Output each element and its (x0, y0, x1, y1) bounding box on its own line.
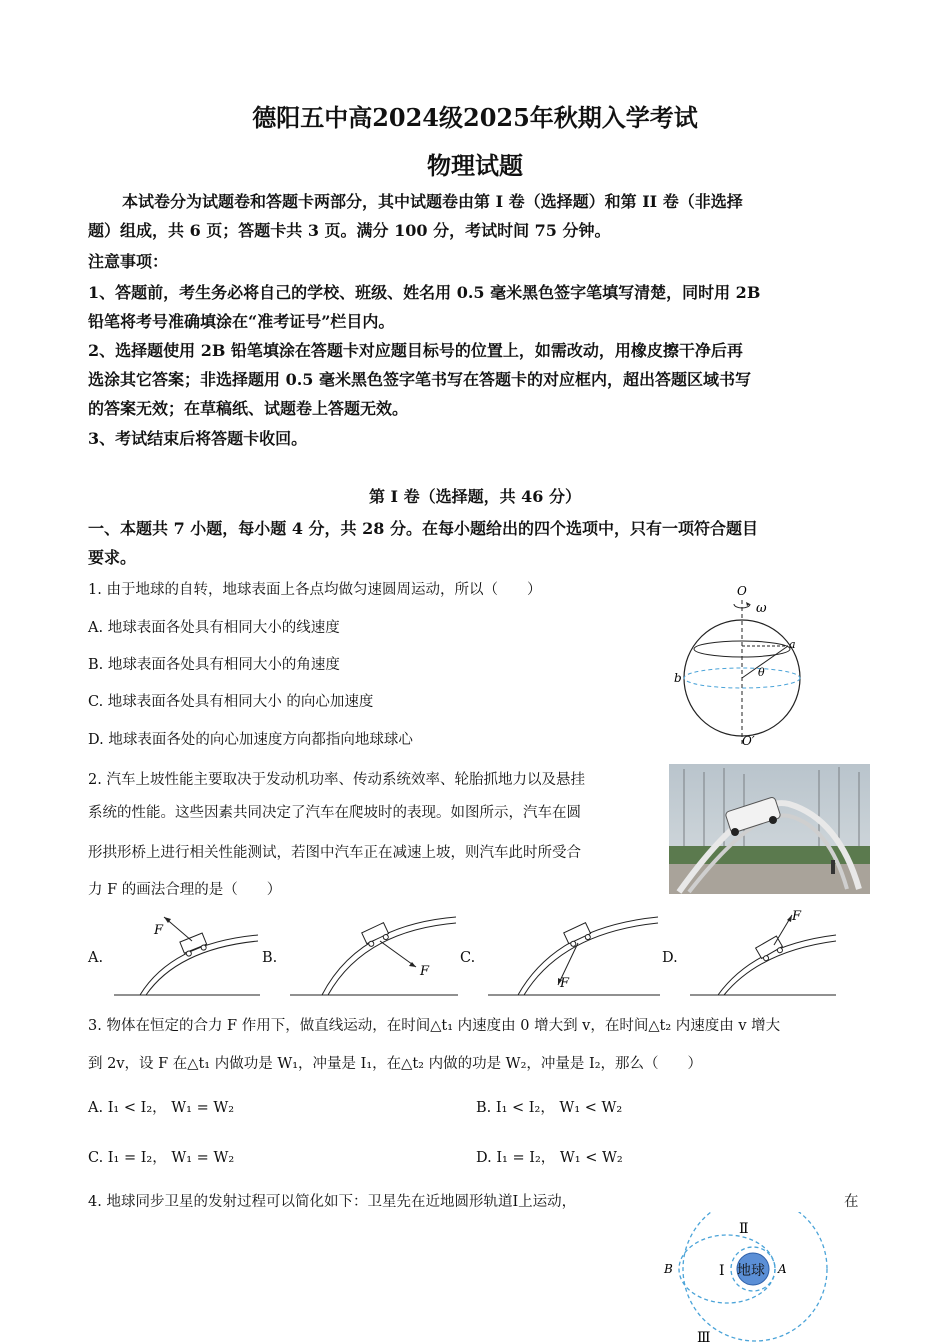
intro-line-1: 本试卷分为试题卷和答题卡两部分，其中试题卷由第 I 卷（选择题）和第 II 卷（非选择 (122, 192, 743, 211)
q1-option-b: B. 地球表面各处具有相同大小的角速度 (88, 657, 340, 673)
q1-sphere-figure (670, 580, 820, 755)
q3-option-b: B. I₁ < I₂， W₁ < W₂ (476, 1100, 623, 1116)
notes-line-1: 1、答题前，考生务必将自己的学校、班级、姓名用 0.5 毫米黑色签字笔填写清楚，同时用 2B (88, 283, 761, 302)
exam-subtitle: 物理试题 (427, 151, 523, 180)
q1-option-d: D. 地球表面各处的向心加速度方向都指向地球球心 (88, 732, 413, 748)
notes-line-6: 3、考试结束后将答题卡收回。 (88, 429, 308, 448)
q2-option-d-label: D. (662, 950, 678, 966)
q4-orbit-3-label: Ⅲ (697, 1330, 711, 1344)
q4-point-b-label: B (664, 1262, 673, 1276)
q2-b-force-label: F (420, 964, 430, 979)
q1-stem: 1. 由于地球的自转，地球表面上各点均做匀速圆周运动，所以（ ） (88, 582, 542, 598)
exam-title: 德阳五中高2024级2025年秋期入学考试 (252, 103, 698, 132)
q2-a-force-label: F (154, 923, 164, 938)
notes-heading: 注意事项： (88, 252, 169, 271)
q4-orbit-figure (655, 1212, 840, 1344)
q3-option-c: C. I₁ = I₂， W₁ = W₂ (88, 1150, 235, 1166)
section-title: 第 I 卷（选择题，共 46 分） (368, 487, 582, 506)
q1-label-b: b (674, 671, 682, 685)
notes-line-3: 2、选择题使用 2B 铅笔填涂在答题卡对应题目标号的位置上，如需改动，用橡皮擦干净后再 (88, 341, 743, 360)
intro-line-2: 题）组成，共 6 页；答题卡共 3 页。满分 100 分，考试时间 75 分钟。 (88, 221, 611, 240)
q1-label-o-prime: O′ (742, 734, 755, 748)
notes-line-2: 铅笔将考号准确填涂在“准考证号”栏目内。 (88, 312, 395, 331)
q2-option-b-figure (288, 905, 460, 1000)
q3-line-1: 3. 物体在恒定的合力 F 作用下，做直线运动，在时间△t₁ 内速度由 0 增大到 v，在时间△t₂ 内速度由 v 增大 (88, 1018, 781, 1034)
q1-label-a: a (789, 638, 796, 651)
q2-option-c-label: C. (460, 950, 476, 966)
q1-label-omega: ω (756, 601, 767, 616)
q2-option-a-figure (112, 905, 262, 1000)
q1-option-c: C. 地球表面各处具有相同大小 的向心加速度 (88, 694, 374, 710)
q4-earth-label: 地球 (737, 1263, 765, 1279)
q2-option-a-label: A. (88, 950, 104, 966)
q2-c-force-label: F (560, 976, 570, 991)
q2-option-d-figure (688, 905, 838, 1000)
q1-option-a: A. 地球表面各处具有相同大小的线速度 (88, 620, 340, 636)
q1-label-o: O (737, 584, 747, 598)
q3-line-2: 到 2v，设 F 在△t₁ 内做功是 W₁，冲量是 I₁，在△t₂ 内做的功是 W₂，冲量是 I₂，那么（ ） (88, 1056, 703, 1072)
q4-point-a-label: A (778, 1262, 787, 1276)
q2-line-1: 2. 汽车上坡性能主要取决于发动机功率、传动系统效率、轮胎抓地力以及悬挂 (88, 772, 585, 788)
notes-line-5: 的答案无效；在草稿纸、试题卷上答题无效。 (88, 399, 409, 418)
q4-orbit-1-label: Ⅰ (719, 1263, 725, 1279)
q2-option-c-figure (486, 905, 662, 1000)
q2-line-4: 力 F 的画法合理的是（ ） (88, 882, 282, 898)
q4-stem: 4. 地球同步卫星的发射过程可以简化如下：卫星先在近地圆形轨道Ⅰ上运动， (88, 1194, 577, 1210)
q1-label-theta: θ (758, 666, 765, 679)
q4-stem-end: 在 (844, 1194, 859, 1210)
q4-orbit-2-label: Ⅱ (739, 1221, 749, 1237)
q2-line-2: 系统的性能。这些因素共同决定了汽车在爬坡时的表现。如图所示，汽车在圆 (88, 805, 581, 821)
q2-car-on-bridge-photo (669, 764, 870, 894)
q2-line-3: 形拱形桥上进行相关性能测试，若图中汽车正在减速上坡，则汽车此时所受合 (88, 845, 581, 861)
q3-option-d: D. I₁ = I₂， W₁ < W₂ (476, 1150, 623, 1166)
q2-option-b-label: B. (262, 950, 278, 966)
section-instruction-2: 要求。 (88, 548, 137, 567)
q3-option-a: A. I₁ < I₂， W₁ = W₂ (88, 1100, 235, 1116)
section-instruction-1: 一、本题共 7 小题，每小题 4 分，共 28 分。在每小题给出的四个选项中，只有一项符合题目 (88, 519, 758, 538)
q2-d-force-label: F (792, 909, 802, 924)
notes-line-4: 选涂其它答案；非选择题用 0.5 毫米黑色签字笔书写在答题卡的对应框内，超出答题区域书写 (88, 370, 751, 389)
